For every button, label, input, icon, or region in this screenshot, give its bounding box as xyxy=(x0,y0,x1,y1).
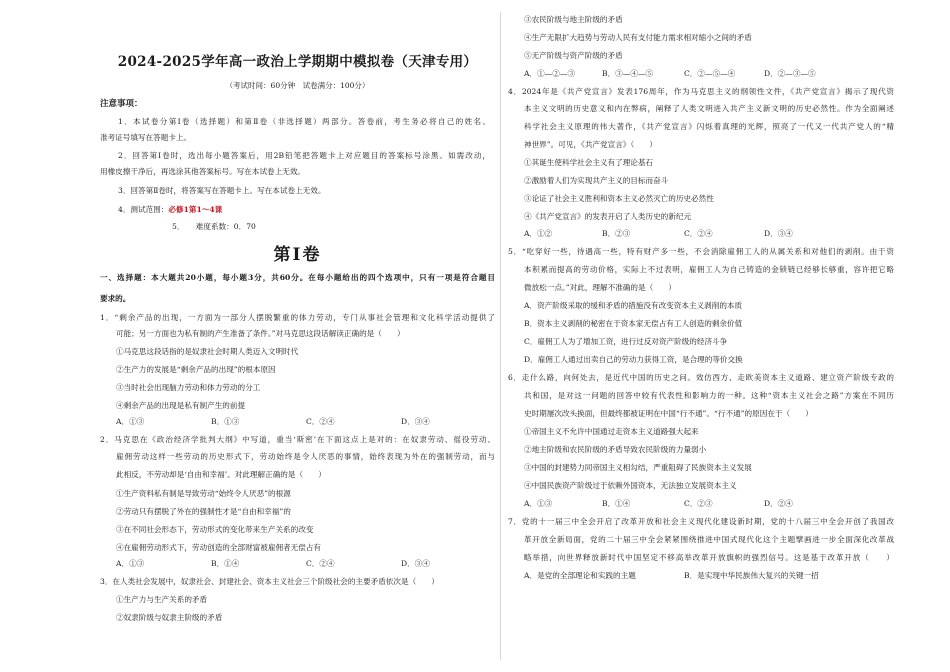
notice-item-2-cont: 用橡皮擦干净后，再选涂其他答案标号。写在本试卷上无效。 xyxy=(100,167,306,176)
q4-choice-b[interactable]: B．②③ xyxy=(602,229,631,238)
notice-item-1: 1．本试卷分第Ⅰ卷（选择题）和第Ⅱ卷（非选择题）两部分。答卷前，考生务必将自己的姓名、 xyxy=(118,117,490,126)
q6-choice-d[interactable]: D．②④ xyxy=(764,499,793,508)
q6-statement: ②地主阶级和农民阶级的矛盾导致农民阶级的力量弱小 xyxy=(524,445,707,454)
q6-choice-a[interactable]: A．①③ xyxy=(524,499,553,508)
q1-choice-b[interactable]: B．①③ xyxy=(211,417,240,426)
q4-choice-a[interactable]: A．①② xyxy=(524,229,553,238)
notice-item-3: 3．回答第Ⅱ卷时，将答案写在答题卡上。写在本试卷上无效。 xyxy=(118,186,326,195)
q7-stem: 7．党的十一届三中全会开启了改革开放和社会主义现代化建设新时期，党的十八届三中全会开创了我国改 xyxy=(508,517,894,526)
q4-statement: ②激励着人们为实现共产主义的目标而奋斗 xyxy=(524,176,669,185)
q2-statement: ①生产资料私有制是导致劳动“始终令人厌恶”的根源 xyxy=(116,489,291,498)
q4-stem-cont: 神世界”。可见，《共产党宣言》（ ） xyxy=(524,140,657,149)
notice-item-2: 2．回答第Ⅰ卷时，选出每小题答案后，用2B铅笔把答题卡上对应题目的答案标号涂黑。如需改动， xyxy=(118,151,490,160)
q5-choice-d[interactable]: D．雇佣工人通过出卖自己的劳动力获得工资，是合理的等价交换 xyxy=(524,355,743,364)
right-column xyxy=(508,0,894,672)
q2-statement: ④在雇佣劳动形式下，劳动创造的全部财富被雇佣者无偿占有 xyxy=(116,543,322,552)
q1-statement: ④剩余产品的出现是私有制产生的前提 xyxy=(116,401,246,410)
q4-choice-c[interactable]: C．②④ xyxy=(684,229,713,238)
q2-statement: ③在不同社会形态下，劳动形式的变化带来生产关系的改变 xyxy=(116,525,314,534)
q5-choice-b[interactable]: B．资本主义剥削的秘密在于资本家无偿占有工人创造的剩余价值 xyxy=(524,319,743,328)
q3-statement: ①生产力与生产关系的矛盾 xyxy=(116,595,208,604)
exam-subtitle: （考试时间：60分钟 试卷满分：100分） xyxy=(225,81,370,90)
q4-choice-d[interactable]: D．③④ xyxy=(764,229,793,238)
q7-stem-cont: 革开放全新局面，党的二十届三中全会紧紧围绕推进中国式现代化这个主题擘画进一步全面深化改革战 xyxy=(524,535,894,544)
q6-statement: ③中国的封建势力同帝国主义相勾结，严重阻碍了民族资本主义发展 xyxy=(524,463,752,472)
q2-stem-cont: 此相反，不劳动却是‘自由和幸福’。对此理解正确的是（ ） xyxy=(116,470,326,479)
q4-stem-cont: 科学社会主义原理的伟大著作，《共产党宣言》闪烁着真理的光辉，照亮了一代又一代共产党人的“精 xyxy=(524,122,894,131)
q2-statement: ②劳动只有摆脱了外在的强制性才是“自由和幸福”的 xyxy=(116,507,291,516)
q6-stem-cont: 史时期屡次改头换面，但最终都被证明在中国“行不通”。“行不通”的原因在于（ ） xyxy=(524,409,813,418)
q6-stem-cont: 共和国，是对这一问题的回答中较有代表性和影响力的一种。这种“资本主义社会之路”方案在不同历 xyxy=(524,391,894,400)
q3-statement: ⑤无产阶级与资产阶级的矛盾 xyxy=(524,51,623,60)
q1-statement: ②生产力的发展是“剩余产品的出现”的根本原因 xyxy=(116,365,276,374)
q4-statement: ①其诞生使科学社会主义有了理论基石 xyxy=(524,158,654,167)
notice-item-4-label: 4．测试范围： xyxy=(118,205,169,214)
q3-choice-b[interactable]: B．③—④—⑤ xyxy=(602,69,654,78)
q2-choice-a[interactable]: A．①③ xyxy=(116,559,145,568)
left-column xyxy=(100,0,495,672)
q3-stem: 3．在人类社会发展中，奴隶社会、封建社会、资本主义社会三个阶级社会的主要矛盾依次是（ ） xyxy=(100,577,439,586)
q2-choice-d[interactable]: D．③④ xyxy=(401,559,430,568)
q3-statement: ②奴隶阶级与奴隶主阶级的矛盾 xyxy=(116,613,223,622)
q5-stem-cont: 微放松一点。”对此，理解不准确的是（ ） xyxy=(524,283,676,292)
q4-statement: ④《共产党宣言》的发表开启了人类历史的新纪元 xyxy=(524,212,692,221)
q4-stem: 4．2024年是《共产党宣言》发表176周年，作为马克思主义的纲领性文件，《共产党宣言》揭示了现代资 xyxy=(508,87,894,96)
q3-choice-c[interactable]: C．②—⑤—④ xyxy=(684,69,736,78)
q6-choice-b[interactable]: B．①④ xyxy=(602,499,631,508)
q6-statement: ④中国民族资产阶级过于依赖外国资本，无法独立发展资本主义 xyxy=(524,481,737,490)
section-instructions-cont: 要求的。 xyxy=(100,294,131,303)
q6-choice-c[interactable]: C．②③ xyxy=(684,499,713,508)
q7-choice-b[interactable]: B．是实现中华民族伟大复兴的关键一招 xyxy=(684,571,819,580)
q3-statement: ③农民阶级与地主阶级的矛盾 xyxy=(524,15,623,24)
q2-stem-cont: 雇佣劳动这样一些劳动的历史形式下，劳动始终是令人厌恶的事情，始终表现为外在的强制劳动，而与 xyxy=(116,452,495,461)
q7-choice-a[interactable]: A．是党的全部理论和实践的主题 xyxy=(524,571,636,580)
volume-heading: 第Ⅰ卷 xyxy=(273,245,322,265)
column-divider xyxy=(500,12,501,660)
q2-stem: 2．马克思在《政治经济学批判大纲》中写道，重当‘斯密’在下面这点上是对的：在奴隶劳动、徭役劳动、 xyxy=(100,435,495,444)
q2-choice-b[interactable]: B．①④ xyxy=(211,559,240,568)
q5-stem-cont: 本积累而提高的劳动价格，实际上不过表明，雇佣工人为自己铸造的金锁链已经够长够重，容许把它略 xyxy=(524,265,894,274)
q3-statement: ④生产无限扩大趋势与劳动人民有支付能力需求相对缩小之间的矛盾 xyxy=(524,33,752,42)
q2-choice-c[interactable]: C．②④ xyxy=(306,559,335,568)
q1-statement: ③当时社会出现脑力劳动和体力劳动的分工 xyxy=(116,383,261,392)
q5-choice-c[interactable]: C．雇佣工人为了增加工资，进行过反对资产阶级的经济斗争 xyxy=(524,337,728,346)
q1-choice-c[interactable]: C．②④ xyxy=(306,417,335,426)
q5-stem: 5．“吃穿好一些，待遇高一些，特有财产多一些，不会消除雇佣工人的从属关系和对他们的剥削。由于资 xyxy=(508,247,894,256)
exam-title: 2024-2025学年高一政治上学期期中模拟卷（天津专用） xyxy=(117,54,478,70)
q6-statement: ①帝国主义不允许中国通过走资本主义道路强大起来 xyxy=(524,427,699,436)
q6-stem: 6．走什么路，向何处去，是近代中国的历史之问。效仿西方、走欧美资本主义道路、建立资产阶级专政的 xyxy=(508,373,894,382)
section-instructions: 一、选择题：本大题共20小题，每小题3分，共60分。在每小题给出的四个选项中，只有一项是符合题目 xyxy=(100,273,495,282)
q4-stem-cont: 本主义文明的历史意义和内在弊病，阐释了人类文明进入共产主义新文明的历史必然性。作为全面阐述 xyxy=(524,104,894,113)
q1-stem-cont: 可能；另一方面也为私有制的产生准备了条件。”对马克思这段话解读正确的是（ ） xyxy=(116,329,405,338)
test-range: 必修1第1～4课 xyxy=(168,205,223,214)
q4-statement: ③论证了社会主义胜利和资本主义必然灭亡的历史必然性 xyxy=(524,194,714,203)
q1-choice-a[interactable]: A．①③ xyxy=(116,417,145,426)
q5-choice-a[interactable]: A．资产阶级采取的缓和矛盾的措施没有改变资本主义剥削的本质 xyxy=(524,301,743,310)
q1-statement: ①马克思这段话指的是奴隶社会时期人类迈入文明时代 xyxy=(116,347,299,356)
notice-item-4 xyxy=(118,204,222,215)
notice-heading: 注意事项： xyxy=(100,99,143,109)
q3-choice-d[interactable]: D．②—③—⑤ xyxy=(764,69,816,78)
notice-item-1-cont: 准考证号填写在答题卡上。 xyxy=(100,133,192,142)
q1-choice-d[interactable]: D．③④ xyxy=(401,417,430,426)
q3-choice-a[interactable]: A．①—②—③ xyxy=(524,69,576,78)
q7-stem-cont: 略举措，向世界释放新时代中国坚定不移高举改革开放旗帜的强烈信号。这是基于改革开放（ ） xyxy=(524,553,894,562)
notice-item-5: 5． 难度系数：0．70 xyxy=(172,222,256,231)
q1-stem: 1．“剩余产品的出现，一方面为一部分人摆脱繁重的体力劳动，专门从事社会管理和文化科学活动提供了 xyxy=(100,313,495,322)
